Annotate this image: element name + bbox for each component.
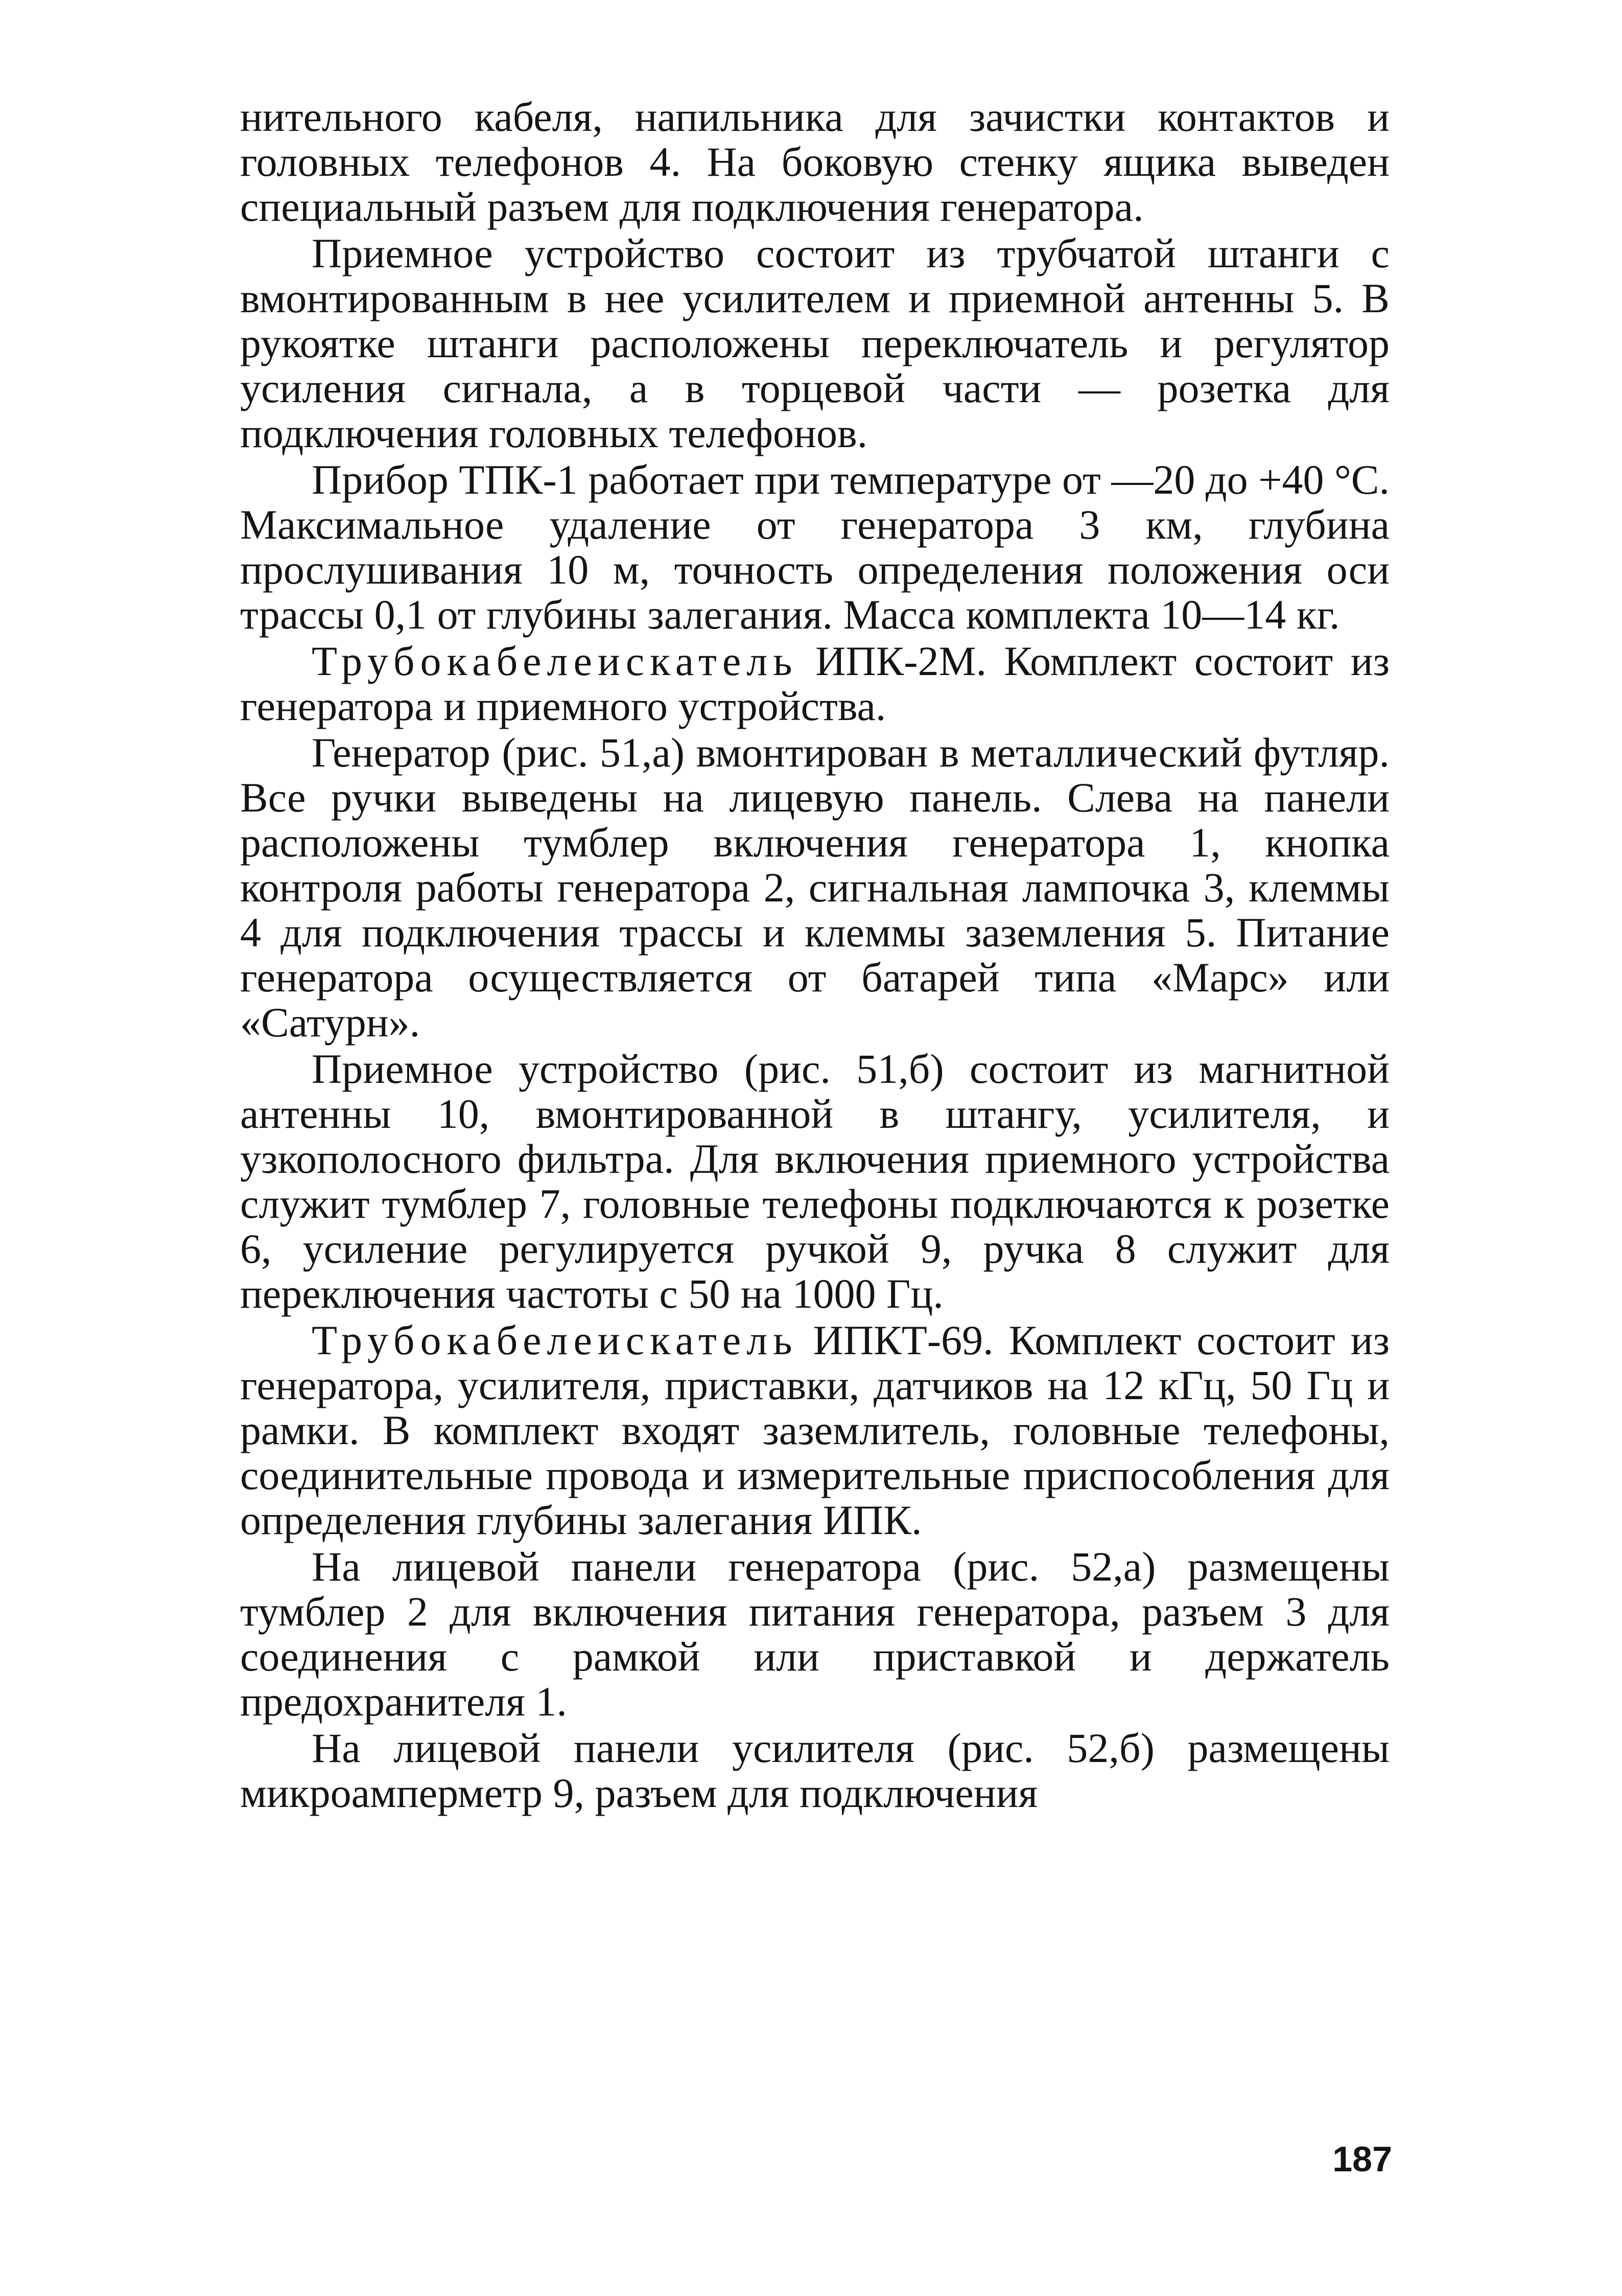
paragraph-continuation xyxy=(240,95,1390,229)
section-lead-term: Трубокабелеискатель xyxy=(312,638,798,684)
paragraph-amplifier-52b xyxy=(240,1726,1390,1816)
paragraph-ipk2m-intro xyxy=(240,639,1390,729)
paragraph-text: Генератор (рис. 51,а) вмонтирован в металлический футляр. Все ручки выведены на лицевую панель. Слева на панели расположены тумблер включения генератора 1, кнопка контроля работы генератора 2, сигнальная лампочка 3, клеммы 4 для подключения трассы и клеммы заземления 5. Питание генератора осуществляется от батарей типа «Марс» или «Сатурн». xyxy=(240,729,1390,1046)
paragraph-text: На лицевой панели усилителя (рис. 52,б) размещены микроамперметр 9, разъем для подключения xyxy=(240,1725,1390,1816)
book-page xyxy=(240,95,1390,2200)
paragraph-text: Приемное устройство (рис. 51,б) состоит из магнитной антенны 10, вмонтированной в штангу, усилителя, и узкополосного фильтра. Для включения приемного устройства служит тумблер 7, головные телефоны подключаются к розетке 6, усиление регулируется ручкой 9, ручка 8 служит для переключения частоты с 50 на 1000 Гц. xyxy=(240,1046,1390,1317)
paragraph-receiver-51b xyxy=(240,1047,1390,1316)
paragraph-text: На лицевой панели генератора (рис. 52,а) размещены тумблер 2 для включения питания генератора, разъем 3 для соединения с рамкой или приставкой и держатель предохранителя 1. xyxy=(240,1543,1390,1725)
paragraph-receiver-tpk xyxy=(240,231,1390,456)
paragraph-tpk1-specs xyxy=(240,457,1390,637)
paragraph-text: Прибор ТПК-1 работает при температуре от —20 до +40 °С. Максимальное удаление от генератора 3 км, глубина прослушивания 10 м, точность определения положения оси трассы 0,1 от глубины залегания. Масса комплекта 10—14 кг. xyxy=(240,456,1390,638)
paragraph-text: ИПК-2М. Комплект состоит из генератора и приемного устройства. xyxy=(240,638,1390,729)
page-number: 187 xyxy=(1332,2139,1392,2179)
body-text xyxy=(240,95,1390,1816)
paragraph-text: нительного кабеля, напильника для зачистки контактов и головных телефонов 4. На боковую стенку ящика выведен специальный разъем для подключения генератора. xyxy=(240,94,1390,230)
section-lead-term: Трубокабелеискатель xyxy=(312,1317,798,1363)
paragraph-text: ИПКТ-69. Комплект состоит из генератора, усилителя, приставки, датчиков на 12 кГц, 50 Гц и рамки. В комплект входят заземлитель, головные телефоны, соединительные провода и измерительные приспособления для определения глубины залегания ИПК. xyxy=(240,1317,1390,1543)
paragraph-generator-52a xyxy=(240,1544,1390,1724)
paragraph-text: Приемное устройство состоит из трубчатой штанги с вмонтированным в нее усилителем и приемной антенны 5. В рукоятке штанги расположены переключатель и регулятор усиления сигнала, а в торцевой части — розетка для подключения головных телефонов. xyxy=(240,230,1390,456)
paragraph-ipkt69-intro xyxy=(240,1318,1390,1543)
paragraph-generator-51a xyxy=(240,730,1390,1045)
